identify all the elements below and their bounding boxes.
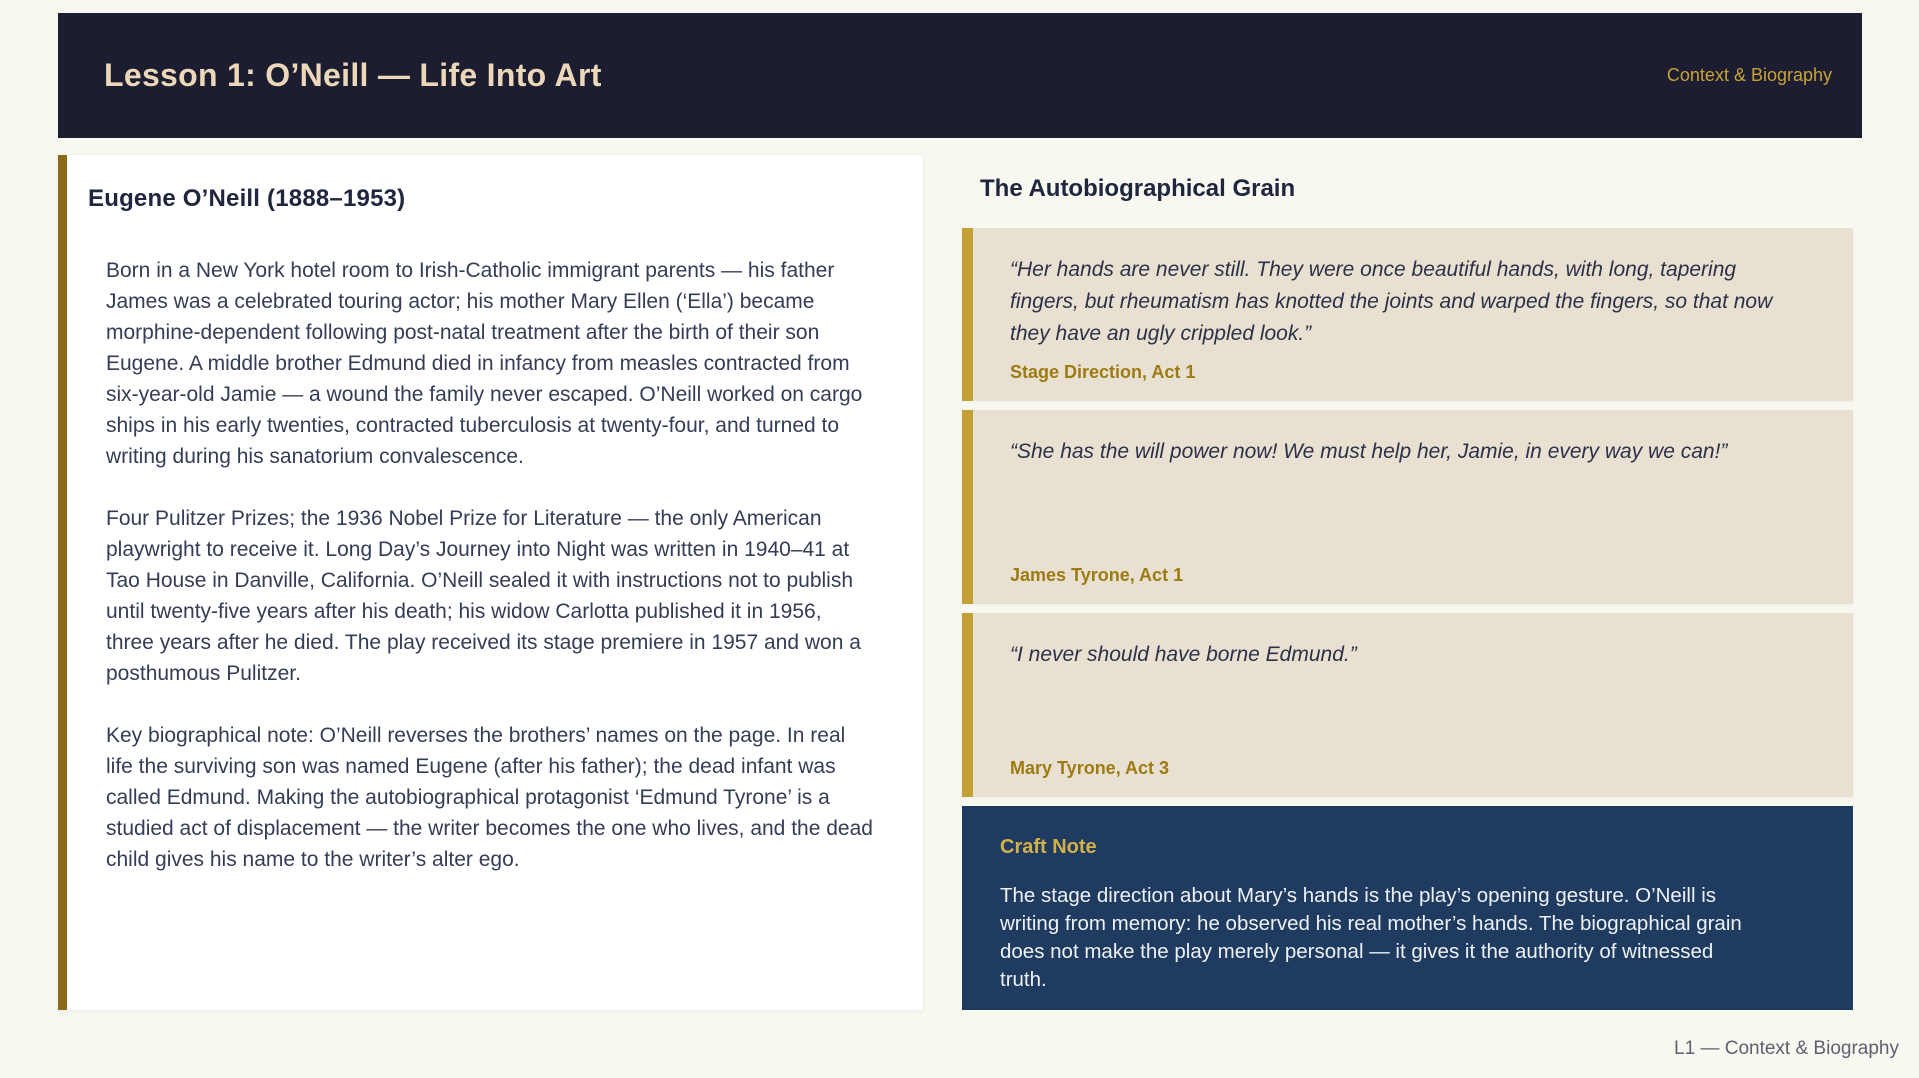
quotes-column xyxy=(962,174,1853,1010)
quotes-section-heading: The Autobiographical Grain xyxy=(980,175,1296,202)
quote-attribution: Stage Direction, Act 1 xyxy=(1010,362,1196,382)
quote-card-james-tyrone xyxy=(962,410,1853,604)
footer-label: L1 — Context & Biography xyxy=(1674,1038,1899,1059)
quote-card-mary-tyrone xyxy=(962,613,1853,797)
craft-note-card xyxy=(962,806,1853,1010)
biography-heading: Eugene O’Neill (1888–1953) xyxy=(88,185,406,212)
quote-card-stage-direction xyxy=(962,228,1853,401)
biography-paragraph-1: Born in a New York hotel room to Irish-Catholic immigrant parents — his father James was a celebrated touring actor; his mother Mary Ellen (‘Ella’) became morphine-dependent following post-natal treatment after the birth of their son Eugene. A middle brother Edmund died in infancy from measles contracted from six-year-old Jamie — a wound the family never escaped. O’Neill worked on cargo ships in his early twenties, contracted tuberculosis at twenty-four, and turned to writing during his sanatorium convalescence. xyxy=(106,259,863,468)
craft-note-text: The stage direction about Mary’s hands is the play’s opening gesture. O’Neill is writing from memory: he observed his real mother’s hands. The biographical grain does not make the play merely personal — it gives it the authority of witnessed truth. xyxy=(1000,884,1742,991)
header-bar xyxy=(58,13,1862,138)
craft-note-heading: Craft Note xyxy=(1000,836,1097,858)
quote-text: “Her hands are never still. They were once beautiful hands, with long, tapering fingers, but rheumatism has knotted the joints and warped the fingers, so that now they have an ugly crippled look.” xyxy=(1010,258,1773,345)
biography-text xyxy=(106,255,873,875)
biography-paragraph-3: Key biographical note: O’Neill reverses the brothers’ names on the page. In real life the surviving son was named Eugene (after his father); the dead infant was called Edmund. Making the autobiographical protagonist ‘Edmund Tyrone’ is a studied act of displacement — the writer becomes the one who lives, and the dead child gives his name to the writer’s alter ego. xyxy=(106,724,873,871)
header-badge: Context & Biography xyxy=(1666,65,1832,85)
quote-attribution: James Tyrone, Act 1 xyxy=(1010,565,1184,585)
quote-text: “I never should have borne Edmund.” xyxy=(1010,643,1357,666)
lesson-title: Lesson 1: O’Neill — Life Into Art xyxy=(104,57,602,93)
biography-card xyxy=(58,155,923,1010)
quote-attribution: Mary Tyrone, Act 3 xyxy=(1010,758,1170,778)
quote-text: “She has the will power now! We must help her, Jamie, in every way we can!” xyxy=(1010,440,1728,463)
biography-paragraph-2: Four Pulitzer Prizes; the 1936 Nobel Prize for Literature — the only American playwright to receive it. Long Day’s Journey into Night was written in 1940–41 at Tao House in Danville, California. O’Neill sealed it with instructions not to publish until twenty-five years after his death; his widow Carlotta published it in 1956, three years after he died. The play received its stage premiere in 1957 and won a posthumous Pulitzer. xyxy=(106,507,861,685)
